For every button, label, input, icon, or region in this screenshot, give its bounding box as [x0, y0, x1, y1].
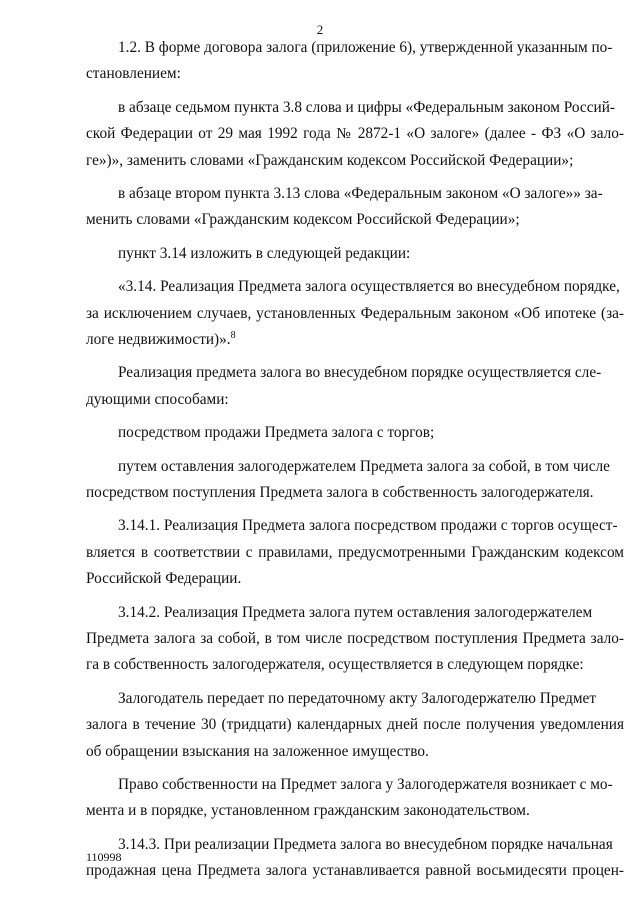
text-line	[118, 599, 624, 627]
text-line-content: пункт 3.14 изложить в следующей редакции:	[118, 244, 411, 262]
text-line-content: об обращении взыскания на заложенное имущество.	[86, 742, 429, 760]
text-line	[86, 206, 520, 234]
text-line-content: логе недвижимости)».	[86, 331, 231, 348]
text-line	[86, 797, 530, 825]
text-line-content: залога в течение 30 (тридцати) календарных дней после получения уведомления	[86, 716, 624, 734]
text-line-content: за исключением случаев, установленных Федеральным законом «Об ипотеке (за-	[86, 304, 624, 322]
text-line	[118, 34, 624, 62]
text-line-content: 3.14.2. Реализация Предмета залога путем оставления залогодержателем	[118, 603, 593, 621]
page-number: 2	[316, 22, 324, 37]
text-line-content: в абзаце седьмом пункта 3.8 слова и цифры «Федеральным законом Россий-	[118, 98, 615, 116]
text-line-content: вляется в соответствии с правилами, предусмотренными Гражданским кодексом	[86, 543, 624, 561]
text-line-content: путем оставления залогодержателем Предмета залога за собой, в том числе	[118, 457, 610, 475]
text-line	[118, 512, 624, 540]
text-line-content: Реализация предмета залога во внесудебном порядке осуществляется сле-	[118, 364, 602, 382]
text-line-with-footnote	[86, 326, 236, 354]
text-line	[118, 831, 624, 859]
text-line-content: 3.14.1. Реализация Предмета залога посредством продажи с торгов осущест-	[118, 517, 618, 535]
text-line-content: Право собственности на Предмет залога у Залогодержателя возникает с мо-	[118, 776, 613, 793]
text-line	[118, 359, 624, 387]
text-line	[86, 565, 241, 593]
footnote-mark: 8	[230, 330, 236, 341]
text-line-content: продажная цена Предмета залога устанавливается равной восьмидесяти процен-	[86, 862, 624, 880]
text-line	[118, 180, 624, 208]
text-line-content: 1.2. В форме договора залога (приложение 6), утвержденной указанным по-	[118, 39, 613, 56]
text-line	[118, 685, 624, 713]
text-line	[118, 771, 624, 799]
text-line-content: в абзаце втором пункта 3.13 слова «Федеральным законом «О залоге»» за-	[118, 185, 603, 202]
text-line	[118, 419, 434, 447]
text-line	[86, 857, 624, 885]
text-line-content: посредством поступления Предмета залога в собственность залогодержателя.	[86, 484, 594, 501]
text-line-content: дующими способами:	[86, 390, 229, 408]
text-line-content: Залогодатель передает по передаточному акту Залогодержателю Предмет	[118, 689, 597, 707]
text-line-content: посредством продажи Предмета залога с торгов;	[118, 424, 435, 442]
text-line	[86, 651, 584, 679]
text-line	[118, 273, 624, 301]
text-line	[86, 60, 181, 88]
text-line	[86, 120, 624, 148]
text-line	[118, 94, 624, 122]
text-line	[86, 711, 624, 739]
text-line	[86, 386, 229, 414]
text-line-content: «3.14. Реализация Предмета залога осуществляется во внесудебном порядке,	[118, 278, 620, 296]
text-line-content: Российской Федерации.	[86, 570, 242, 588]
text-line	[118, 240, 410, 268]
text-line	[86, 300, 624, 328]
text-line-content: ской Федерации от 29 мая 1992 года № 2872-1 «О залоге» (далее - ФЗ «О зало-	[86, 125, 624, 143]
text-line-content: Предмета залога за собой, в том числе посредством поступления Предмета зало-	[86, 630, 624, 647]
text-line-content: мента и в порядке, установленном гражданским законодательством.	[86, 802, 530, 820]
text-line	[86, 147, 573, 175]
text-line-content: менить словами «Гражданским кодексом Российской Федерации»;	[86, 211, 520, 229]
text-line	[86, 539, 624, 567]
text-line	[86, 479, 593, 507]
text-line	[86, 738, 429, 766]
text-line-content: 3.14.3. При реализации Предмета залога во внесудебном порядке начальная	[118, 835, 613, 853]
text-line-content: ге»)», заменить словами «Гражданским кодексом Российской Федерации»;	[86, 151, 574, 169]
text-line-content: га в собственность залогодержателя, осуществляется в следующем порядке:	[86, 656, 584, 674]
text-line	[118, 453, 624, 481]
text-line-content: становлением:	[86, 65, 181, 83]
text-line	[86, 625, 624, 653]
footer-code: 110998	[86, 850, 122, 864]
